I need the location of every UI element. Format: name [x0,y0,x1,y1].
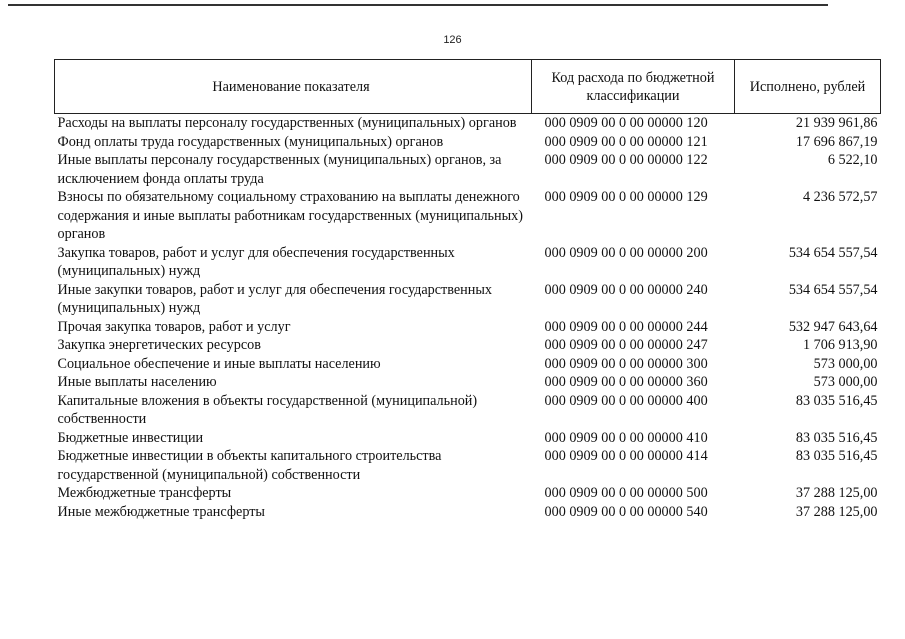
header-amount: Исполнено, рублей [735,60,881,114]
row-code: 000 0909 00 0 00 00000 129 [544,189,708,205]
row-name: Закупка энергетических ресурсов [57,337,261,353]
row-code: 000 0909 00 0 00 00000 121 [544,133,708,150]
row-amount: 37 288 125,00 [795,503,878,520]
row-code: 000 0909 00 0 00 00000 360 [544,374,708,390]
header-name: Наименование показателя [55,60,532,114]
budget-table [54,59,881,521]
table-row [55,114,881,133]
row-name: Межбюджетные трансферты [57,485,232,501]
table-row [55,151,881,188]
row-amount: 83 035 516,45 [795,448,878,464]
table-row [55,281,881,318]
row-name: Бюджетные инвестиции [57,429,204,446]
row-name: Фонд оплаты труда государственных (муниципальных) органов [57,133,444,150]
row-amount: 4 236 572,57 [803,189,878,205]
page-number: 126 [443,34,462,46]
row-amount: 573 000,00 [813,355,878,372]
row-code: 000 0909 00 0 00 00000 540 [544,503,708,520]
row-code: 000 0909 00 0 00 00000 414 [544,448,708,464]
row-code: 000 0909 00 0 00 00000 400 [544,392,708,409]
row-name: Закупка товаров, работ и услуг для обеспечения государственных (муниципальных) нужд [57,244,455,279]
table-row [55,336,881,355]
row-amount: 83 035 516,45 [795,392,878,409]
row-name: Иные выплаты персоналу государственных (муниципальных) органов, за исключением фонда оплаты труда [57,152,502,187]
row-name: Расходы на выплаты персоналу государственных (муниципальных) органов [57,115,517,131]
table-row [55,188,881,244]
header-code: Код расхода по бюджетной классификации [532,60,735,114]
table-body [55,114,881,522]
table-row [55,373,881,392]
row-code: 000 0909 00 0 00 00000 247 [544,337,708,353]
row-amount: 534 654 557,54 [788,281,878,298]
row-name: Социальное обеспечение и иные выплаты населению [57,355,381,372]
row-amount: 17 696 867,19 [795,133,878,150]
row-amount: 83 035 516,45 [795,429,878,446]
table-row [55,484,881,503]
table-row [55,133,881,152]
row-code: 000 0909 00 0 00 00000 200 [544,244,708,261]
row-name: Капитальные вложения в объекты государственной (муниципальной) собственности [57,392,478,427]
row-code: 000 0909 00 0 00 00000 500 [544,485,708,501]
row-code: 000 0909 00 0 00 00000 120 [544,115,708,131]
table-row [55,429,881,448]
table-row [55,447,881,484]
row-amount: 37 288 125,00 [795,485,878,501]
row-amount: 573 000,00 [813,374,878,390]
row-name: Иные межбюджетные трансферты [57,503,265,520]
table-header-row [55,60,881,114]
row-code: 000 0909 00 0 00 00000 300 [544,355,708,372]
top-rule [8,4,828,6]
row-amount: 532 947 643,64 [788,318,878,335]
row-amount: 6 522,10 [827,152,878,168]
table-row [55,355,881,374]
row-code: 000 0909 00 0 00 00000 244 [544,318,708,335]
table-row [55,244,881,281]
row-code: 000 0909 00 0 00 00000 122 [544,152,708,168]
row-amount: 534 654 557,54 [788,244,878,261]
table-row [55,318,881,337]
table-row [55,392,881,429]
row-name: Иные выплаты населению [57,374,217,390]
row-name: Прочая закупка товаров, работ и услуг [57,318,291,335]
row-code: 000 0909 00 0 00 00000 240 [544,281,708,298]
row-amount: 1 706 913,90 [803,337,878,353]
row-code: 000 0909 00 0 00 00000 410 [544,429,708,446]
row-name: Взносы по обязательному социальному страхованию на выплаты денежного содержания и иные выплаты работникам государственных (муниципальных) органов [57,189,523,242]
row-amount: 21 939 961,86 [795,115,878,131]
row-name: Иные закупки товаров, работ и услуг для обеспечения государственных (муниципальных) нужд [57,281,492,316]
table-row [55,503,881,522]
row-name: Бюджетные инвестиции в объекты капитального строительства государственной (муниципальной) собственности [57,448,442,483]
